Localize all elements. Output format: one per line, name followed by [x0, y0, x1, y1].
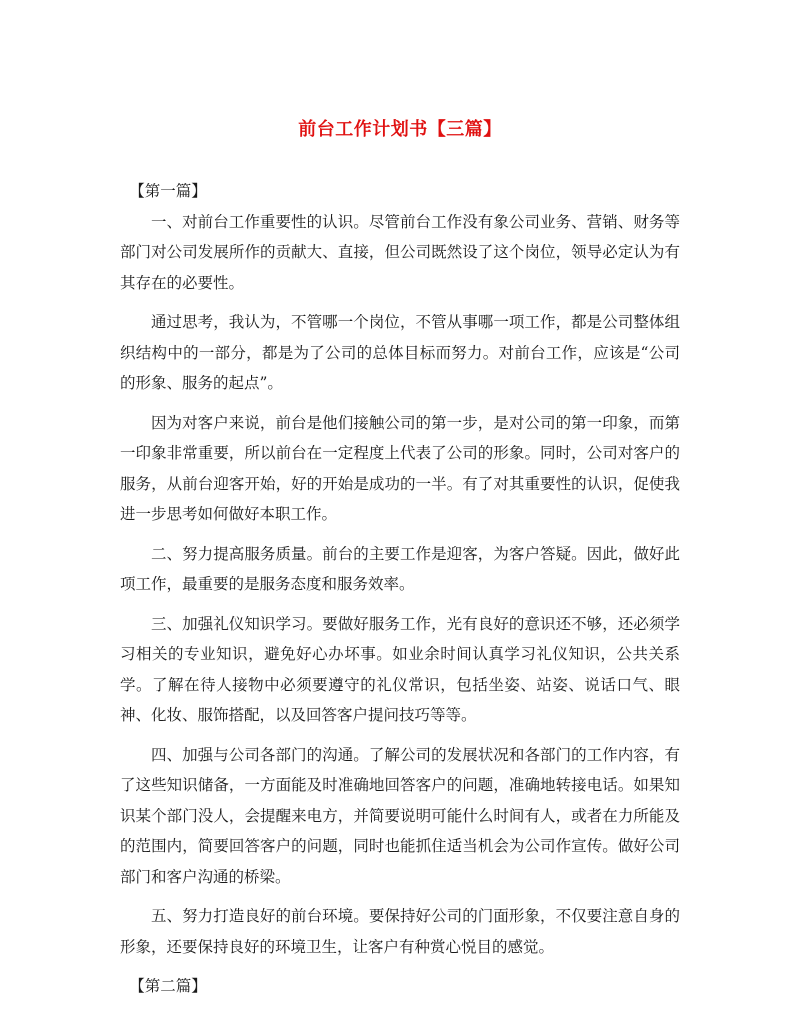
document-title: 前台工作计划书【三篇】	[298, 119, 502, 140]
paragraph-6: 四、加强与公司各部门的沟通。了解公司的发展状况和各部门的工作内容，有了这些知识储备，一方面能及时准确地回答客户的问题，准确地转接电话。如果知识某个部门没人，会提醒来电方，并简要说明可能什么时间有人，或者在力所能及的范围内，简要回答客户的问题，同时也能抓住适当机会为公司作宣传。做好公司部门和客户沟通的桥梁。	[120, 745, 680, 886]
paragraph-1: 一、对前台工作重要性的认识。尽管前台工作没有象公司业务、营销、财务等部门对公司发展所作的贡献大、直接，但公司既然设了这个岗位，领导必定认为有其存在的必要性。	[120, 212, 680, 292]
paragraph-4: 二、努力提高服务质量。前台的主要工作是迎客，为客户答疑。因此，做好此项工作，最重要的是服务态度和服务效率。	[120, 544, 680, 593]
document-body	[120, 176, 680, 1002]
section-heading-1: 【第一篇】	[129, 182, 207, 200]
section-heading-2: 【第二篇】	[129, 977, 207, 995]
paragraph-5: 三、加强礼仪知识学习。要做好服务工作，光有良好的意识还不够，还必须学习相关的专业知识，避免好心办坏事。如业余时间认真学习礼仪知识，公共关系学。了解在待人接物中必须要遵守的礼仪常识，包括坐姿、站姿、说话口气、眼神、化妆、服饰搭配，以及回答客户提问技巧等等。	[120, 614, 680, 724]
paragraph-3: 因为对客户来说，前台是他们接触公司的第一步，是对公司的第一印象，而第一印象非常重要，所以前台在一定程度上代表了公司的形象。同时，公司对客户的服务，从前台迎客开始，好的开始是成功的一半。有了对其重要性的认识，促使我进一步思考如何做好本职工作。	[120, 413, 680, 523]
paragraph-7: 五、努力打造良好的前台环境。要保持好公司的门面形象，不仅要注意自身的形象，还要保持良好的环境卫生，让客户有种赏心悦目的感觉。	[120, 907, 680, 956]
paragraph-2: 通过思考，我认为，不管哪一个岗位，不管从事哪一项工作，都是公司整体组织结构中的一部分，都是为了公司的总体目标而努力。对前台工作，应该是“公司的形象、服务的起点”。	[120, 313, 680, 392]
